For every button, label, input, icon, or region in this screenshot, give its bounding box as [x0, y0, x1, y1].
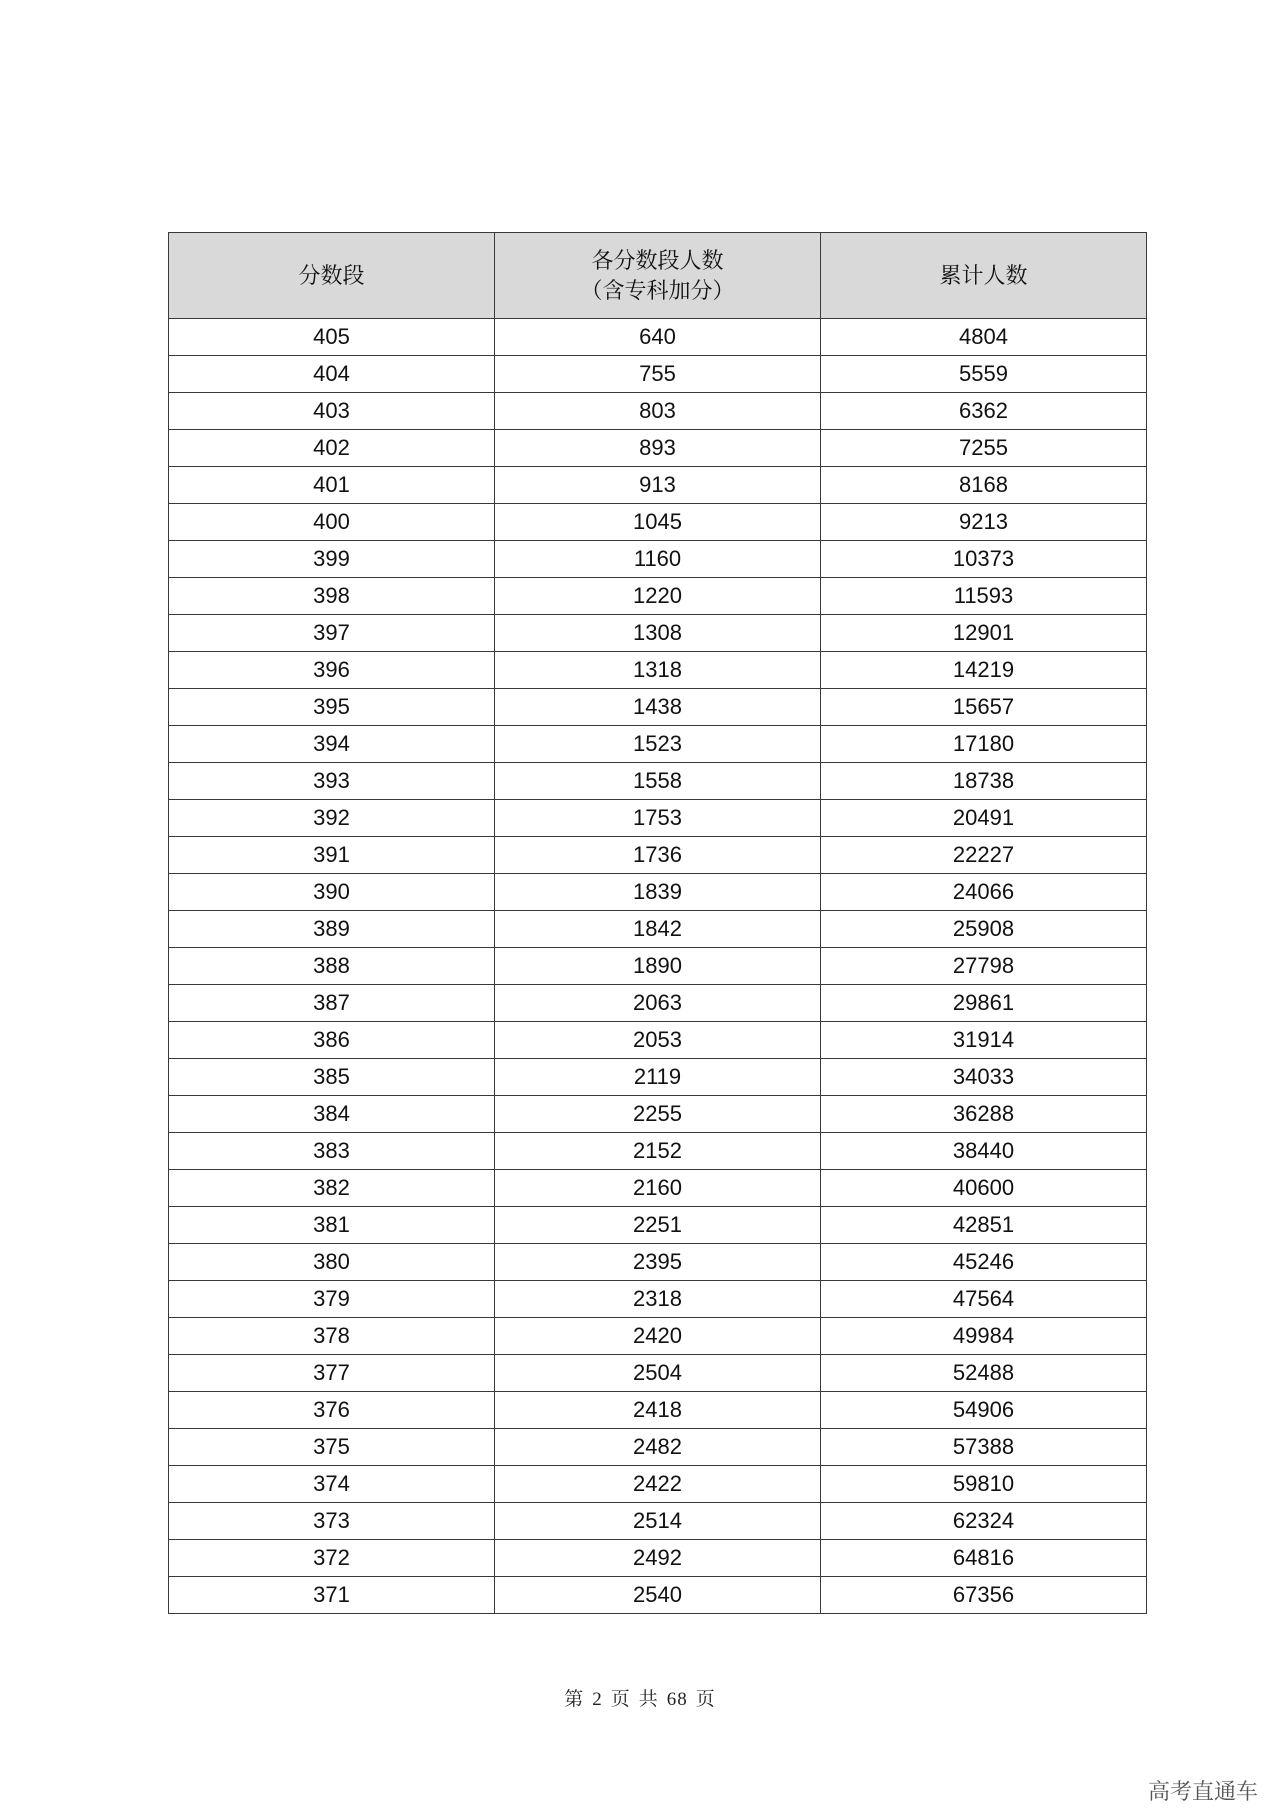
cell-cumulative: 15657: [821, 689, 1147, 726]
cell-count: 1736: [495, 837, 821, 874]
table-row: [169, 615, 1147, 652]
cell-count: 2251: [495, 1207, 821, 1244]
cell-score: 394: [169, 726, 495, 763]
cell-score: 388: [169, 948, 495, 985]
cell-cumulative: 38440: [821, 1133, 1147, 1170]
cell-cumulative: 67356: [821, 1577, 1147, 1614]
watermark: 高考直通车: [1147, 1780, 1258, 1805]
table-row: [169, 726, 1147, 763]
cell-count: 1558: [495, 763, 821, 800]
cell-count: 2504: [495, 1355, 821, 1392]
cell-cumulative: 8168: [821, 467, 1147, 504]
table-row: [169, 948, 1147, 985]
table-row: [169, 689, 1147, 726]
table-row: [169, 1281, 1147, 1318]
cell-count: 1308: [495, 615, 821, 652]
cell-count: 2422: [495, 1466, 821, 1503]
cell-score: 372: [169, 1540, 495, 1577]
footer-suffix: 页: [695, 1689, 716, 1710]
table-row: [169, 652, 1147, 689]
table-row: [169, 800, 1147, 837]
cell-score: 376: [169, 1392, 495, 1429]
table-row: [169, 1022, 1147, 1059]
cell-count: 2395: [495, 1244, 821, 1281]
table-row: [169, 1244, 1147, 1281]
cell-cumulative: 42851: [821, 1207, 1147, 1244]
table-row: [169, 504, 1147, 541]
cell-count: 1438: [495, 689, 821, 726]
cell-cumulative: 36288: [821, 1096, 1147, 1133]
table-row: [169, 1392, 1147, 1429]
cell-cumulative: 45246: [821, 1244, 1147, 1281]
cell-cumulative: 59810: [821, 1466, 1147, 1503]
cell-count: 1753: [495, 800, 821, 837]
cell-count: 1839: [495, 874, 821, 911]
cell-score: 386: [169, 1022, 495, 1059]
table-row: [169, 1540, 1147, 1577]
score-table-container: [168, 232, 1146, 1614]
cell-score: 383: [169, 1133, 495, 1170]
footer-total-pages: 68: [666, 1689, 688, 1710]
cell-score: 402: [169, 430, 495, 467]
cell-score: 399: [169, 541, 495, 578]
footer-page-number: 2: [592, 1689, 603, 1710]
cell-score: 390: [169, 874, 495, 911]
cell-cumulative: 24066: [821, 874, 1147, 911]
table-row: [169, 985, 1147, 1022]
table-row: [169, 1170, 1147, 1207]
cell-count: 2318: [495, 1281, 821, 1318]
header-count: [495, 233, 821, 319]
cell-count: 2420: [495, 1318, 821, 1355]
cell-score: 395: [169, 689, 495, 726]
cell-cumulative: 6362: [821, 393, 1147, 430]
table-body: [169, 319, 1147, 1614]
cell-count: 2418: [495, 1392, 821, 1429]
cell-count: 913: [495, 467, 821, 504]
cell-cumulative: 12901: [821, 615, 1147, 652]
cell-cumulative: 49984: [821, 1318, 1147, 1355]
table-row: [169, 578, 1147, 615]
table-row: [169, 319, 1147, 356]
cell-score: 374: [169, 1466, 495, 1503]
cell-cumulative: 9213: [821, 504, 1147, 541]
table-row: [169, 911, 1147, 948]
header-count-line2: （含专科加分）: [580, 277, 735, 303]
cell-score: 392: [169, 800, 495, 837]
cell-count: 1523: [495, 726, 821, 763]
cell-count: 640: [495, 319, 821, 356]
cell-count: 1045: [495, 504, 821, 541]
cell-score: 387: [169, 985, 495, 1022]
cell-cumulative: 27798: [821, 948, 1147, 985]
cell-cumulative: 34033: [821, 1059, 1147, 1096]
cell-count: 2152: [495, 1133, 821, 1170]
header-score: 分数段: [169, 233, 495, 319]
cell-score: 385: [169, 1059, 495, 1096]
cell-score: 396: [169, 652, 495, 689]
cell-score: 379: [169, 1281, 495, 1318]
table-row: [169, 1577, 1147, 1614]
cell-count: 1160: [495, 541, 821, 578]
score-distribution-table: [168, 232, 1147, 1614]
cell-cumulative: 17180: [821, 726, 1147, 763]
cell-cumulative: 14219: [821, 652, 1147, 689]
table-row: [169, 1466, 1147, 1503]
cell-cumulative: 54906: [821, 1392, 1147, 1429]
cell-count: 2053: [495, 1022, 821, 1059]
cell-count: 2063: [495, 985, 821, 1022]
cell-cumulative: 18738: [821, 763, 1147, 800]
header-cumulative: 累计人数: [821, 233, 1147, 319]
cell-cumulative: 22227: [821, 837, 1147, 874]
cell-count: 1220: [495, 578, 821, 615]
cell-cumulative: 31914: [821, 1022, 1147, 1059]
page-footer: [0, 1684, 1280, 1711]
table-row: [169, 393, 1147, 430]
cell-cumulative: 29861: [821, 985, 1147, 1022]
table-row: [169, 874, 1147, 911]
cell-cumulative: 4804: [821, 319, 1147, 356]
cell-score: 398: [169, 578, 495, 615]
table-row: [169, 1133, 1147, 1170]
cell-score: 375: [169, 1429, 495, 1466]
cell-score: 403: [169, 393, 495, 430]
table-row: [169, 837, 1147, 874]
cell-score: 373: [169, 1503, 495, 1540]
cell-score: 404: [169, 356, 495, 393]
cell-count: 755: [495, 356, 821, 393]
cell-score: 393: [169, 763, 495, 800]
table-row: [169, 1355, 1147, 1392]
cell-cumulative: 25908: [821, 911, 1147, 948]
cell-count: 2160: [495, 1170, 821, 1207]
table-row: [169, 1429, 1147, 1466]
cell-cumulative: 52488: [821, 1355, 1147, 1392]
table-row: [169, 541, 1147, 578]
cell-score: 378: [169, 1318, 495, 1355]
cell-score: 371: [169, 1577, 495, 1614]
footer-middle1: 页: [610, 1689, 631, 1710]
cell-cumulative: 47564: [821, 1281, 1147, 1318]
cell-count: 2255: [495, 1096, 821, 1133]
cell-score: 381: [169, 1207, 495, 1244]
cell-score: 382: [169, 1170, 495, 1207]
footer-middle2: 共: [638, 1689, 659, 1710]
cell-score: 380: [169, 1244, 495, 1281]
footer-prefix: 第: [564, 1689, 585, 1710]
cell-count: 2482: [495, 1429, 821, 1466]
cell-count: 2492: [495, 1540, 821, 1577]
header-count-line1: 各分数段人数: [591, 247, 724, 273]
cell-count: 1842: [495, 911, 821, 948]
cell-score: 400: [169, 504, 495, 541]
cell-count: 893: [495, 430, 821, 467]
cell-score: 384: [169, 1096, 495, 1133]
cell-cumulative: 62324: [821, 1503, 1147, 1540]
table-row: [169, 1503, 1147, 1540]
cell-cumulative: 64816: [821, 1540, 1147, 1577]
cell-count: 1890: [495, 948, 821, 985]
table-row: [169, 1059, 1147, 1096]
table-row: [169, 1096, 1147, 1133]
cell-count: 1318: [495, 652, 821, 689]
table-header-row: [169, 233, 1147, 319]
cell-score: 397: [169, 615, 495, 652]
cell-cumulative: 5559: [821, 356, 1147, 393]
cell-score: 377: [169, 1355, 495, 1392]
cell-cumulative: 11593: [821, 578, 1147, 615]
table-row: [169, 763, 1147, 800]
cell-count: 2119: [495, 1059, 821, 1096]
table-row: [169, 430, 1147, 467]
cell-score: 389: [169, 911, 495, 948]
table-row: [169, 1318, 1147, 1355]
table-row: [169, 1207, 1147, 1244]
cell-cumulative: 40600: [821, 1170, 1147, 1207]
cell-score: 391: [169, 837, 495, 874]
cell-score: 401: [169, 467, 495, 504]
cell-cumulative: 10373: [821, 541, 1147, 578]
table-row: [169, 467, 1147, 504]
table-row: [169, 356, 1147, 393]
cell-score: 405: [169, 319, 495, 356]
cell-count: 2540: [495, 1577, 821, 1614]
cell-count: 803: [495, 393, 821, 430]
cell-count: 2514: [495, 1503, 821, 1540]
cell-cumulative: 57388: [821, 1429, 1147, 1466]
cell-cumulative: 20491: [821, 800, 1147, 837]
cell-cumulative: 7255: [821, 430, 1147, 467]
